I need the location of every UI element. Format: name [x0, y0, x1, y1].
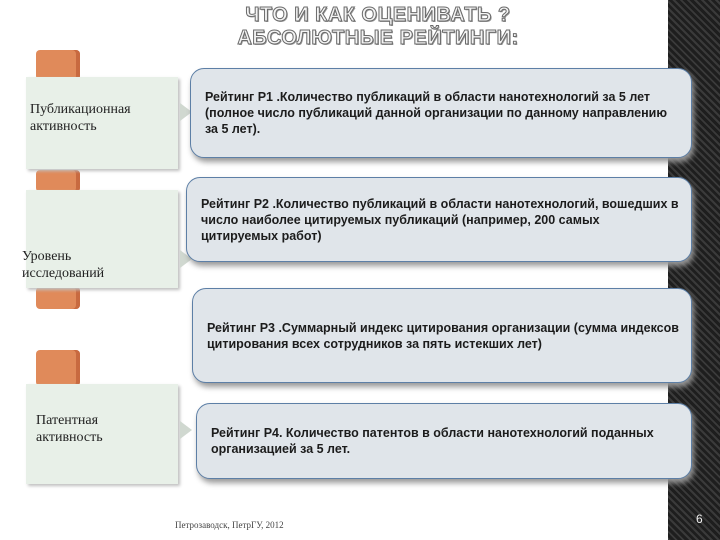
category-label-research-level: Уровень исследований	[22, 249, 105, 281]
category-label-patents: Патентная активность	[36, 413, 103, 445]
slide-title-line-1: ЧТО И КАК ОЦЕНИВАТЬ ?	[245, 4, 511, 26]
footer-caption: Петрозаводск, ПетрГУ, 2012	[175, 520, 284, 530]
connector-bar-top	[36, 50, 80, 80]
connector-bar-middle-2	[36, 287, 80, 309]
rating-text-p4: Рейтинг Р4. Количество патентов в области нанотехнологий поданных организацией за 5 лет.	[211, 426, 654, 456]
rating-card-p1	[190, 68, 692, 158]
connector-bar-bottom	[36, 350, 80, 386]
rating-card-p2	[186, 177, 692, 262]
arrow-to-rating-4	[180, 421, 192, 439]
rating-text-p2: Рейтинг Р2 .Количество публикаций в области нанотехнологий, вошедших в число наиболее цитируемых публикаций (например, 200 самых цитируемых работ)	[201, 196, 679, 243]
rating-card-p3	[192, 288, 692, 383]
rating-card-p4	[196, 403, 692, 479]
category-label-publications: Публикационная активность	[30, 102, 131, 134]
connector-bar-middle-1	[36, 170, 80, 192]
rating-text-p3: Рейтинг Р3 .Суммарный индекс цитирования организации (сумма индексов цитирования всех сотрудников за пять истекших лет)	[207, 320, 679, 351]
slide-title-line-2: АБСОЛЮТНЫЕ РЕЙТИНГИ:	[237, 27, 519, 49]
rating-text-p1: Рейтинг Р1 .Количество публикаций в области нанотехнологий за 5 лет (полное число публикаций данной организации по данному направлению за 5 лет).	[205, 90, 668, 136]
page-number: 6	[696, 512, 703, 526]
